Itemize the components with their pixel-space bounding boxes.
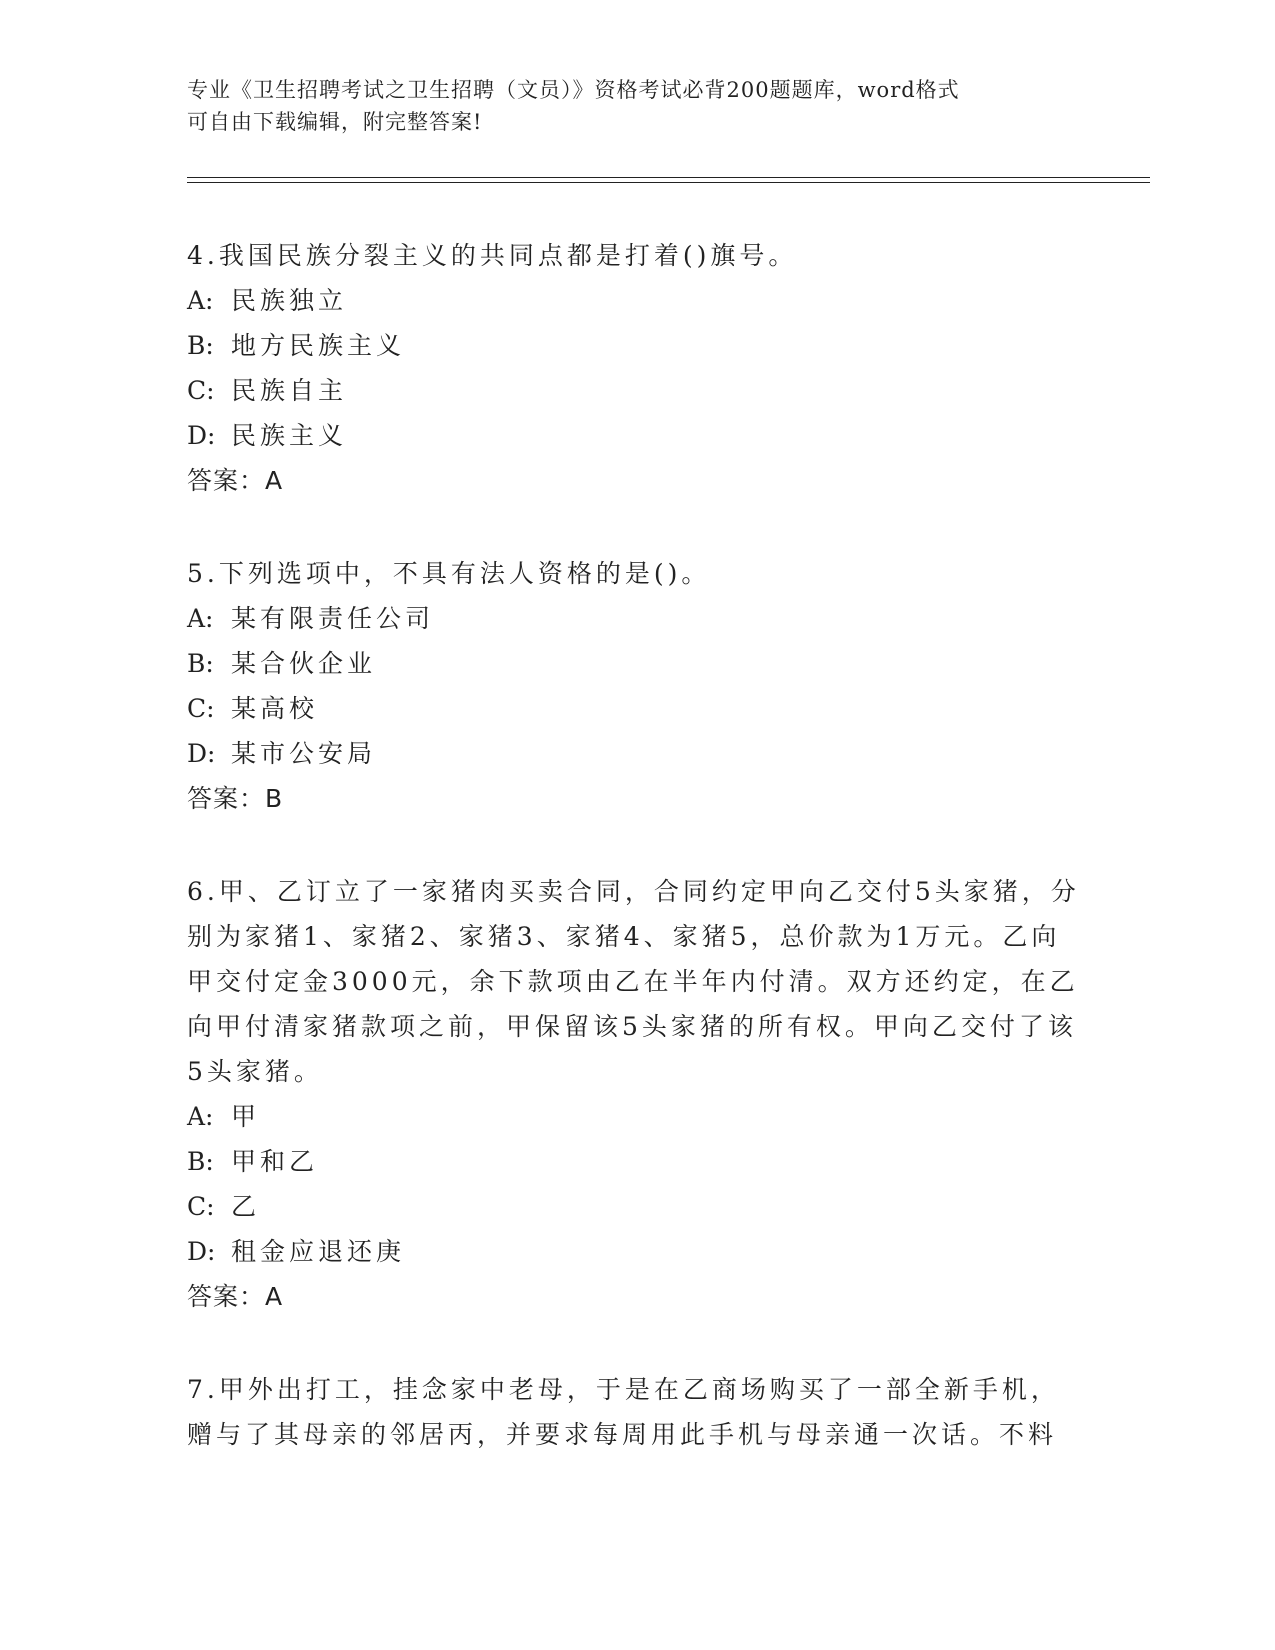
option-label: D:	[187, 421, 216, 450]
option-a	[187, 1094, 1087, 1139]
option-a	[187, 596, 1087, 641]
option-d	[187, 413, 1087, 458]
option-label: D:	[187, 739, 216, 768]
option-label: C:	[187, 694, 215, 723]
option-text: 乙	[231, 1192, 261, 1221]
option-label: A:	[187, 286, 214, 315]
question-7	[187, 1367, 1087, 1457]
question-5	[187, 551, 1087, 821]
question-text: 6.甲、乙订立了一家猪肉买卖合同，合同约定甲向乙交付5头家猪，分别为家猪1、家猪2、家猪3、家猪4、家猪5，总价款为1万元。乙向甲交付定金3000元，余下款项由乙在半年内付清。双方还约定，在乙向甲付清家猪款项之前，甲保留该5头家猪的所有权。甲向乙交付了该5头家猪。	[187, 877, 1080, 1086]
option-d	[187, 731, 1087, 776]
option-label: D:	[187, 1237, 216, 1266]
question-4	[187, 233, 1087, 503]
option-a	[187, 278, 1087, 323]
option-text: 某市公安局	[231, 739, 377, 768]
option-c	[187, 686, 1087, 731]
option-text: 民族独立	[231, 286, 348, 315]
option-b	[187, 323, 1087, 368]
option-label: A:	[187, 1102, 214, 1131]
question-text: 7.甲外出打工，挂念家中老母，于是在乙商场购买了一部全新手机，赠与了其母亲的邻居丙，并要求每周用此手机与母亲通一次话。不料	[187, 1375, 1060, 1449]
answer: 答案：A	[187, 1282, 284, 1311]
option-c	[187, 368, 1087, 413]
option-text: 地方民族主义	[231, 331, 406, 360]
header-line-2: 可自由下载编辑，附完整答案!	[187, 110, 483, 134]
header-line-1: 专业《卫生招聘考试之卫生招聘（文员）》资格考试必背200题题库，word格式	[187, 78, 960, 102]
option-text: 民族自主	[231, 376, 348, 405]
header-divider-top	[187, 177, 1150, 178]
option-text: 甲和乙	[231, 1147, 319, 1176]
option-label: B:	[187, 649, 214, 678]
option-text: 某有限责任公司	[231, 604, 435, 633]
question-6	[187, 869, 1087, 1319]
question-text: 4.我国民族分裂主义的共同点都是打着()旗号。	[187, 241, 798, 270]
option-label: B:	[187, 1147, 214, 1176]
option-text: 某合伙企业	[231, 649, 377, 678]
option-label: A:	[187, 604, 214, 633]
option-b	[187, 641, 1087, 686]
option-text: 某高校	[231, 694, 319, 723]
header-divider-bottom	[187, 182, 1150, 183]
option-c	[187, 1184, 1087, 1229]
option-b	[187, 1139, 1087, 1184]
question-text: 5.下列选项中，不具有法人资格的是()。	[187, 559, 711, 588]
document-header	[187, 74, 1087, 138]
option-d	[187, 1229, 1087, 1274]
option-text: 甲	[231, 1102, 261, 1131]
option-text: 民族主义	[231, 421, 348, 450]
option-label: B:	[187, 331, 214, 360]
option-label: C:	[187, 1192, 215, 1221]
option-label: C:	[187, 376, 215, 405]
answer: 答案：B	[187, 784, 284, 813]
option-text: 租金应退还庚	[231, 1237, 406, 1266]
answer: 答案：A	[187, 466, 284, 495]
